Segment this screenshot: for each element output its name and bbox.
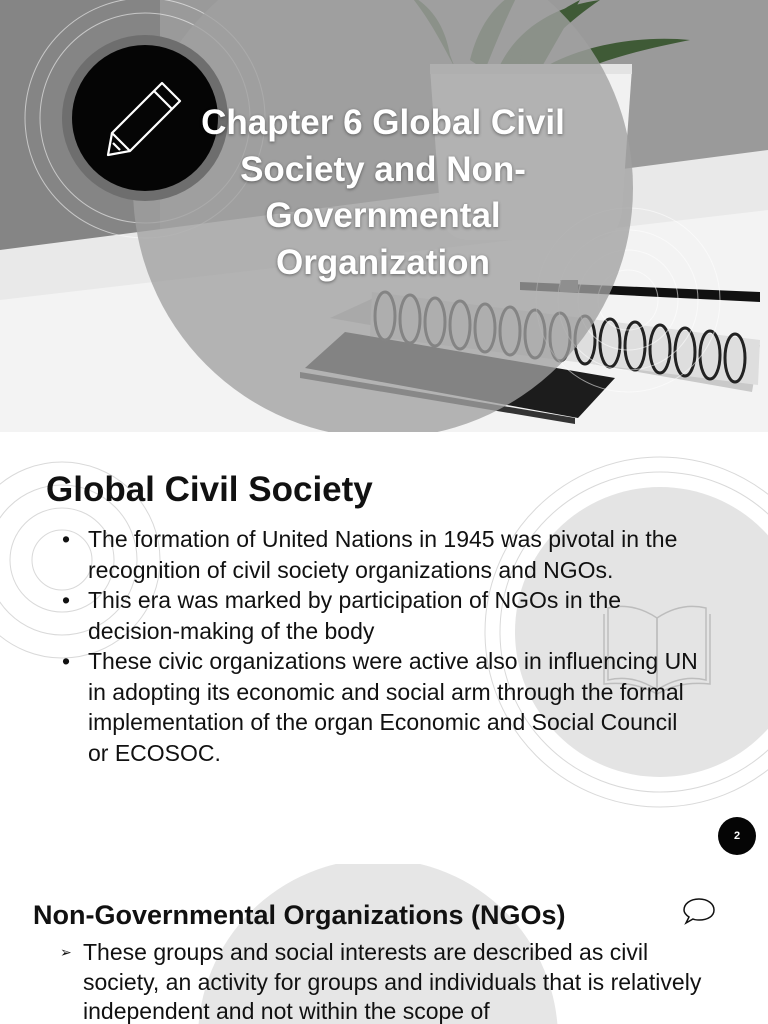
bullet-item bbox=[62, 585, 702, 646]
page-number-badge: 2 bbox=[718, 817, 756, 855]
arrow-bullet-icon: ➢ bbox=[60, 944, 72, 960]
bullet-item bbox=[60, 938, 710, 1024]
speech-bubble-icon bbox=[682, 896, 716, 926]
bullet-text: The formation of United Nations in 1945 was pivotal in the recognition of civil society organizations and NGOs. bbox=[88, 526, 678, 583]
slide-heading: Global Civil Society bbox=[46, 470, 373, 509]
bullet-marker: • bbox=[62, 648, 71, 674]
bullet-list bbox=[62, 524, 702, 768]
bullet-item bbox=[62, 524, 702, 585]
bullet-text: These civic organizations were active also in influencing UN in adopting its economic and social arm through the formal implementation of the organ Economic and Social Council or ECOSOC. bbox=[88, 648, 698, 766]
slide-1-title bbox=[0, 0, 768, 432]
slide-3-ngos bbox=[0, 864, 768, 1024]
bullet-marker: • bbox=[62, 587, 71, 613]
slide-heading: Non-Governmental Organizations (NGOs) bbox=[33, 900, 566, 930]
slide-title: Chapter 6 Global Civil Society and Non-Governmental Organization bbox=[201, 103, 565, 282]
bullet-text: This era was marked by participation of NGOs in the decision-making of the body bbox=[88, 587, 622, 644]
slide-2-global-civil-society bbox=[0, 432, 768, 864]
bullet-marker: • bbox=[62, 526, 71, 552]
bullet-list bbox=[60, 938, 710, 1024]
pencil-icon bbox=[104, 77, 186, 159]
bullet-item bbox=[62, 646, 702, 768]
bullet-text: These groups and social interests are described as civil society, an activity for groups and individuals that is relatively independent and not within the scope of bbox=[83, 939, 702, 1024]
